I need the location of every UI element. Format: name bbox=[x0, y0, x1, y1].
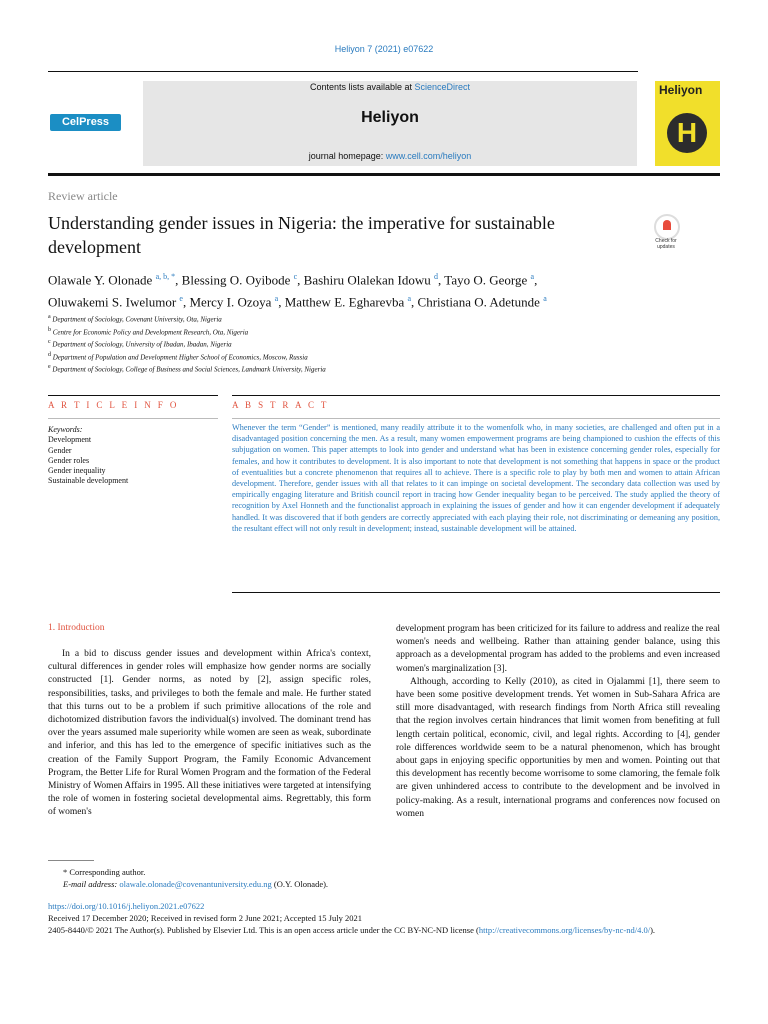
author-affiliation-mark[interactable]: e bbox=[179, 294, 183, 304]
keyword: Gender bbox=[48, 445, 72, 455]
keyword: Development bbox=[48, 435, 92, 445]
homepage-line: journal homepage: www.cell.com/heliyon bbox=[308, 151, 472, 161]
body-column-left: In a bid to discuss gender issues and development within Africa's context, cultural differences in gender roles will emphasize how gender norms are socially constructed [1]. Gender norms, as noted by [2], assign specific roles, responsibilities, tasks, and privileges to both the female and male. He further stated that this turns out to be a problem if such primitive allocations of the role and dichotomized distribution favors the individual(s) involved. The dominant trend has over the years assumed male superiority while women are seen as weak, subordinate and inferior, and this has led to the emergence of specific initiatives such as the creation of the Family Support Program, the Family Economic Advancement Program, the Better Life for Rural Women Program and the formation of the Federal Ministry of Women Affairs in 1995. All these initiatives were targeted at intensifying the role of women in fostering societal developmental aims. Regrettably, this form of women's bbox=[48, 649, 371, 818]
author-affiliation-mark[interactable]: a bbox=[543, 294, 547, 304]
author-name: Blessing O. Oyibode bbox=[181, 272, 291, 288]
paragraph: Although, according to Kelly (2010), as cited in Ojalammi [1], there seem to have been some positive development trends. Yet women in Sub-Sahara Africa are still more disadvantaged, with research findings from North Africa still revealing that the region involves certain hindrances that limit women from benefiting at full length certain political, economic, civil, and legal rights. According to [4], gender role differences worldwide seem to be a natural phenomenon, which has brought about gaps in enjoying specific opportunities by men and women. Pointing out that this development has recently become worrisome to some clamoring, the female folk are given unhindered access to contribute to the development and be involved in policy-making. As a result, international programs and conferences now focused on women bbox=[396, 676, 720, 819]
article-info-divider bbox=[48, 418, 218, 419]
author-affiliation-mark[interactable]: a bbox=[274, 294, 279, 304]
author-name: Bashiru Olalekan Idowu bbox=[303, 272, 431, 288]
affiliation: $^a$ Department of Sociology, Covenant University, Ota, Nigeria bbox=[48, 314, 222, 324]
author-line-2: Oluwakemi S. Iwelumor $^e$, Mercy I. Ozoya $^a$, Matthew E. Egharevba $^a$, Christiana O. Adetunde $^a$ bbox=[48, 294, 547, 310]
received-dates: Received 17 December 2020; Received in revised form 2 June 2021; Accepted 15 July 2021 bbox=[48, 913, 362, 923]
keywords-block bbox=[48, 425, 218, 487]
email-link[interactable]: olawale.olonade@covenantuniversity.edu.ng bbox=[119, 879, 272, 889]
affiliations bbox=[48, 312, 648, 375]
journal-cover-image[interactable] bbox=[655, 81, 720, 166]
doi-link[interactable]: https://doi.org/10.1016/j.heliyon.2021.e07622 bbox=[48, 901, 205, 911]
affiliation: $^d$ Department of Population and Development Higher School of Economics, Moscow, Russia bbox=[48, 351, 308, 361]
affiliation: $^e$ Department of Sociology, College of Business and Social Sciences, Landmark University, Nigeria bbox=[48, 364, 326, 374]
footnote bbox=[48, 866, 328, 890]
affiliation: $^b$ Centre for Economic Policy and Development Research, Ota, Nigeria bbox=[48, 326, 249, 336]
abstract-divider bbox=[232, 418, 720, 419]
author-name: Olawale Y. Olonade bbox=[48, 272, 153, 288]
abstract-heading: A B S T R A C T bbox=[232, 400, 329, 410]
running-head[interactable]: Heliyon 7 (2021) e07622 bbox=[334, 44, 434, 54]
author-list bbox=[48, 267, 728, 312]
email-line: E-mail address: olawale.olonade@covenantuniversity.edu.ng (O.Y. Olonade). bbox=[63, 879, 329, 889]
section-heading-introduction: 1. Introduction bbox=[48, 623, 105, 633]
footnote-rule bbox=[48, 860, 94, 861]
journal-homepage-link[interactable]: www.cell.com/heliyon bbox=[385, 151, 472, 161]
article-info-heading: A R T I C L E I N F O bbox=[48, 400, 179, 410]
abstract-bottom-rule bbox=[232, 592, 720, 593]
author-affiliation-mark[interactable]: a bbox=[407, 294, 412, 304]
author-name: Tayo O. George bbox=[444, 272, 528, 288]
abstract-top-rule bbox=[232, 395, 720, 396]
license-link[interactable]: http://creativecommons.org/licenses/by-nc-nd/4.0/ bbox=[478, 925, 651, 935]
publication-info bbox=[48, 900, 720, 936]
check-updates-label: Check for updates bbox=[655, 238, 677, 250]
body-column-right bbox=[396, 623, 720, 821]
check-updates-icon bbox=[654, 214, 680, 240]
author-affiliation-mark[interactable]: c bbox=[293, 272, 298, 281]
author-affiliation-mark[interactable]: a bbox=[530, 272, 535, 281]
keyword: Sustainable development bbox=[48, 476, 129, 486]
top-rule bbox=[48, 71, 638, 72]
author-affiliation-mark[interactable]: d bbox=[434, 272, 439, 281]
corresponding-author-note: * Corresponding author. bbox=[63, 867, 146, 877]
cover-title: Heliyon bbox=[659, 83, 703, 97]
author-name: Oluwakemi S. Iwelumor bbox=[48, 294, 177, 310]
cellpress-logo-text: CelPress bbox=[50, 114, 121, 131]
keywords-label: Keywords: bbox=[48, 425, 83, 434]
affiliation: $^c$ Department of Sociology, University of Ibadan, Ibadan, Nigeria bbox=[48, 339, 232, 349]
author-name: Matthew E. Egharevba bbox=[284, 294, 405, 310]
abstract-text: Whenever the term “Gender” is mentioned, many readily attribute it to the womenfolk who, in many societies, are challenged and often put in a disadvantaged position concerning the men. As a result, many women empowerment programs are being championed to cushion the effects of this subjugation on women. This paper attempts to look into gender and understand what has been in existence concerning gender roles, especially for females, and how it contributes to development. It is also important to note that development is not something that happens in space or the product of eventualities but a concrete phenomenon that requires all to achieve. There is a specific role to play by both men and women to attain African development. Therefore, gender issues with all that relates to it can impinge on societal development. The secondary data collection was used by empirically engaging literature and British council report in tracing how Gender inequality began to be perceived. The study applied the theory of recognition by Axel Honneth and the functionalist approach in explaining the issues of gender and how it can engender development if adequately handled. It was discovered that if both genders are correctly appreciated with each playing their role, not discriminating or demeaning any position, the resultant effect will not only result in development; instead, sustainable development will be attained. bbox=[232, 423, 720, 533]
license-line: 2405-8440/© 2021 The Author(s). Published by Elsevier Ltd. This is an open access article under the CC BY-NC-ND license (http://creativecommons.org/licenses/by-nc-nd/4.0/). bbox=[48, 925, 656, 935]
article-info-top-rule bbox=[48, 395, 218, 396]
author-name: Christiana O. Adetunde bbox=[417, 294, 540, 310]
check-for-updates-badge[interactable] bbox=[650, 214, 682, 254]
journal-name: Heliyon bbox=[361, 109, 419, 126]
author-line-1: Olawale Y. Olonade $^{a, b, *}$, Blessing O. Oyibode $^c$, Bashiru Olalekan Idowu $^d$, Tayo O. George $^a$, bbox=[48, 272, 538, 288]
cellpress-logo[interactable] bbox=[48, 81, 140, 165]
header-thick-rule bbox=[48, 173, 720, 176]
author-name: Mercy I. Ozoya bbox=[189, 294, 272, 310]
cover-h-logo: H bbox=[667, 113, 707, 153]
author-affiliation-mark[interactable]: a, b, * bbox=[155, 272, 176, 281]
keyword: Gender inequality bbox=[48, 466, 106, 476]
contents-line: Contents lists available at ScienceDirect bbox=[309, 82, 471, 92]
paragraph: development program has been criticized for its failure to address and realize the real women's needs and wellbeing. Rather than attaining gender balance, using this approach as a developmental program has added to the problems and even increased women's marginalization [3]. bbox=[396, 624, 720, 674]
article-type: Review article bbox=[48, 189, 118, 203]
sciencedirect-link[interactable]: ScienceDirect bbox=[414, 82, 471, 92]
keyword: Gender roles bbox=[48, 455, 90, 465]
article-title: Understanding gender issues in Nigeria: the imperative for sustainable development bbox=[48, 213, 555, 257]
journal-header-box bbox=[143, 81, 637, 166]
